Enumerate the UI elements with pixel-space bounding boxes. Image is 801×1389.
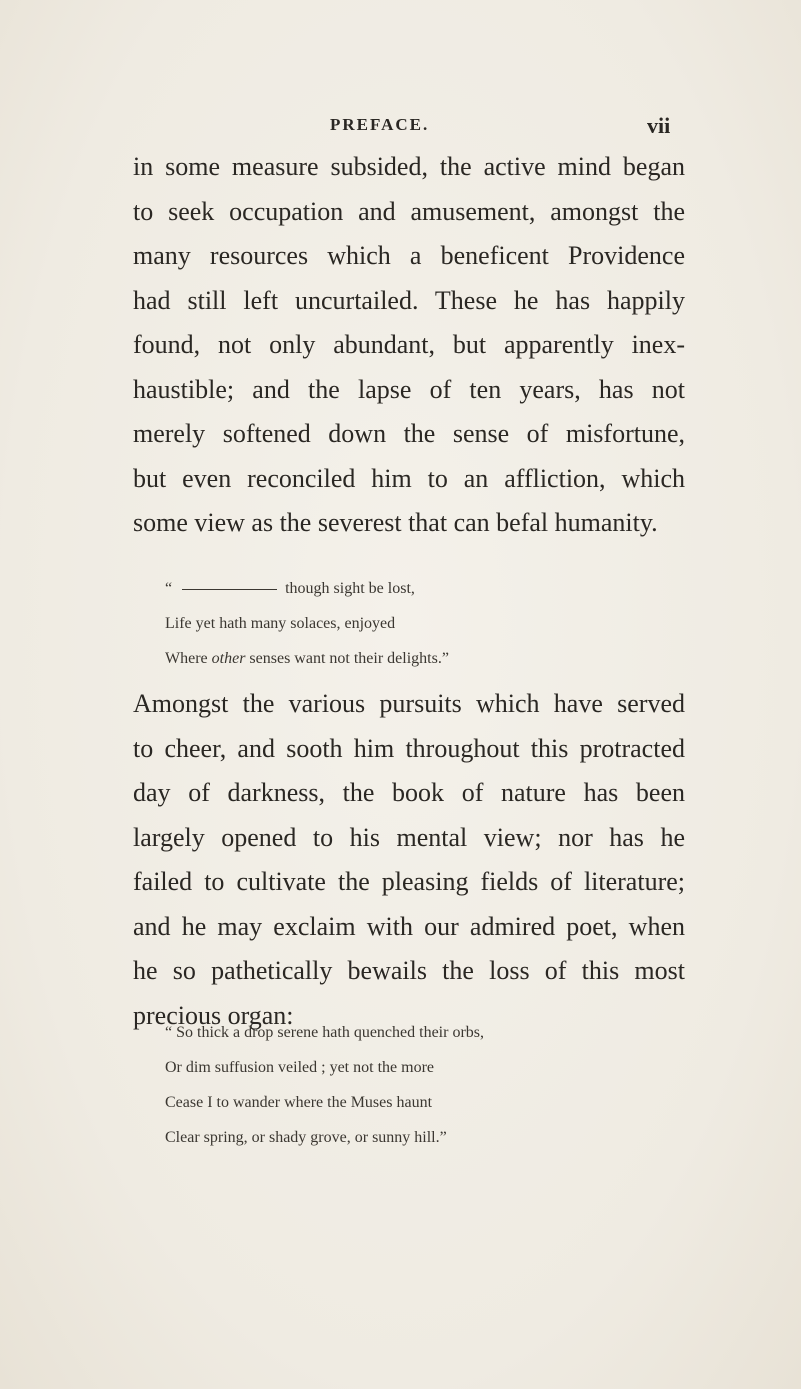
text-line: merely softened down the sense of misfortune, [133,419,685,448]
quote-text: though sight be lost, [285,580,415,597]
quote-line: Clear spring, or shady grove, or sunny hill.” [165,1129,447,1146]
text-line: found, not only abundant, but apparently inex- [133,330,685,359]
text-line: and he may exclaim with our admired poet, when [133,911,685,941]
text-line: had still left uncurtailed. These he has happily [133,285,685,315]
text-line: to seek occupation and amusement, amongst the [133,196,685,226]
block-quote-2 [165,1015,484,1155]
text-line: in some measure subsided, the active mind began [133,152,685,181]
quote-line [165,641,449,676]
text-line: day of darkness, the book of nature has been [133,778,685,807]
quote-line: Cease I to wander where the Muses haunt [165,1094,433,1111]
text-line: some view as the severest that can befal humanity. [133,508,658,537]
italic-word: other [211,650,246,667]
text-line: failed to cultivate the pleasing fields of literature; [133,867,685,896]
block-quote-1 [165,571,449,676]
ellipsis-dash [182,589,277,590]
quote-line: Life yet hath many solaces, enjoyed [165,615,396,632]
paragraph-1 [133,145,685,546]
open-quote-mark: “ [165,580,173,597]
quote-line: Or dim suffusion veiled ; yet not the more [165,1059,434,1076]
text-line: precious organ: [133,1000,294,1030]
page-header [0,115,801,145]
text-line: largely opened to his mental view; nor has he [133,822,685,852]
quote-line [165,571,449,606]
quote-line: “ So thick a drop serene hath quenched their orbs, [165,1024,485,1041]
quote-text: Where [165,650,212,667]
text-line: he so pathetically bewails the loss of this most [133,956,685,985]
paragraph-2 [133,682,685,1038]
text-line: Amongst the various pursuits which have served [133,689,685,718]
text-line: many resources which a beneficent Providence [133,241,685,270]
text-line: but even reconciled him to an affliction, which [133,463,685,493]
text-line: haustible; and the lapse of ten years, has not [133,374,685,404]
quote-text: senses want not their delights.” [245,650,449,667]
running-head: PREFACE. [330,115,430,134]
page-number: vii [647,113,671,138]
text-line: to cheer, and sooth him throughout this protracted [133,733,685,763]
